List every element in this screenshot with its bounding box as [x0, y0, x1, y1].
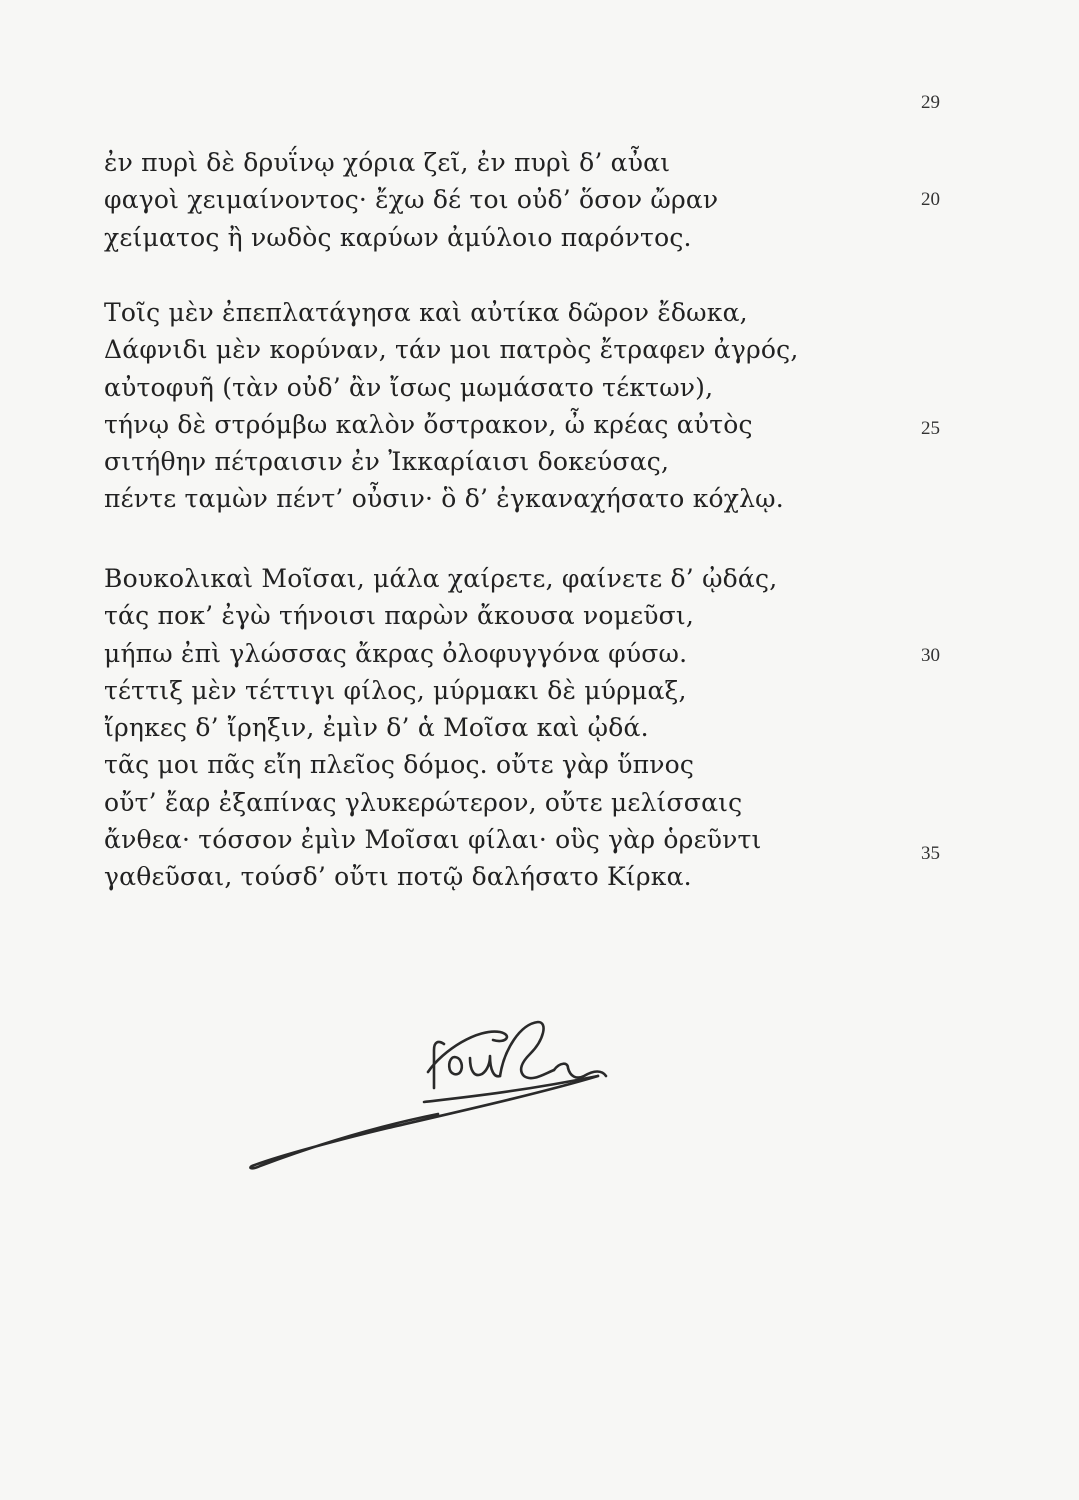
verse-line: γαθεῦσαι, τούσδ’ οὔτι ποτῷ δαλήσατο Κίρκα. [104, 862, 692, 892]
verse-line: Τοῖς μὲν ἐπεπλατάγησα καὶ αὐτίκα δῶρον ἔδωκα, [104, 298, 748, 327]
verse-line: ἴρηκες δ’ ἴρηξιν, ἐμὶν δ’ ἁ Μοῖσα καὶ ᾠδά. [104, 713, 649, 743]
line-number: 35 [921, 843, 940, 864]
verse-line: πέντε ταμὼν πέντ’ οὖσιν· ὃ δ’ ἐγκαναχήσατο κόχλῳ. [104, 484, 784, 514]
verse-line: σιτήθην πέτραισιν ἐν Ἰκκαρίαισι δοκεύσας, [104, 447, 670, 477]
stanza-2 [104, 294, 864, 518]
verse-line: τέττιξ μὲν τέττιγι φίλος, μύρμακι δὲ μύρμαξ, [104, 675, 687, 705]
verse-line: τάς ποκ’ ἐγὼ τήνοισι παρὼν ἄκουσα νομεῦσι, [104, 601, 695, 631]
verse-line: Δάφνιδι μὲν κορύναν, τάν μοι πατρὸς ἔτραφεν ἀγρός, [104, 335, 799, 365]
verse-line: τήνῳ δὲ στρόμβω καλὸν ὄστρακον, ὦ κρέας αὐτὸς [104, 409, 753, 439]
stanza-3 [104, 560, 864, 896]
verse-line: ἐν πυρὶ δὲ δρυΐνῳ χόρια ζεῖ, ἐν πυρὶ δ’ αὖαι [104, 148, 671, 177]
verse-line: μήπω ἐπὶ γλώσσας ἄκρας ὀλοφυγγόνα φύσω. [104, 638, 688, 668]
page-number: 29 [921, 92, 940, 113]
line-number: 25 [921, 418, 940, 439]
verse-line: χείματος ἢ νωδὸς καρύων ἀμύλοιο παρόντος. [104, 222, 692, 252]
verse-line: ἄνθεα· τόσσον ἐμὶν Μοῖσαι φίλαι· οὓς γὰρ ὁρεῦντι [104, 825, 762, 855]
verse-line: οὔτ’ ἔαρ ἐξαπίνας γλυκερώτερον, οὔτε μελίσσαις [104, 787, 743, 817]
stanza-1 [104, 144, 864, 256]
verse-line: τᾶς μοι πᾶς εἴη πλεῖος δόμος. οὔτε γὰρ ὕπνος [104, 750, 695, 780]
verse-line: Βουκολικαὶ Μοῖσαι, μάλα χαίρετε, φαίνετε δ’ ᾠδάς, [104, 564, 778, 593]
verse-line: φαγοὶ χειμαίνοντος· ἔχω δέ τοι οὐδ’ ὅσον ὤραν [104, 185, 719, 215]
verse-line: αὐτοφυῆ (τὰν οὐδ’ ἂν ἴσως μωμάσατο τέκτων), [104, 372, 714, 402]
handwritten-signature [238, 1010, 618, 1170]
line-number: 30 [921, 645, 940, 666]
line-number: 20 [921, 189, 940, 210]
